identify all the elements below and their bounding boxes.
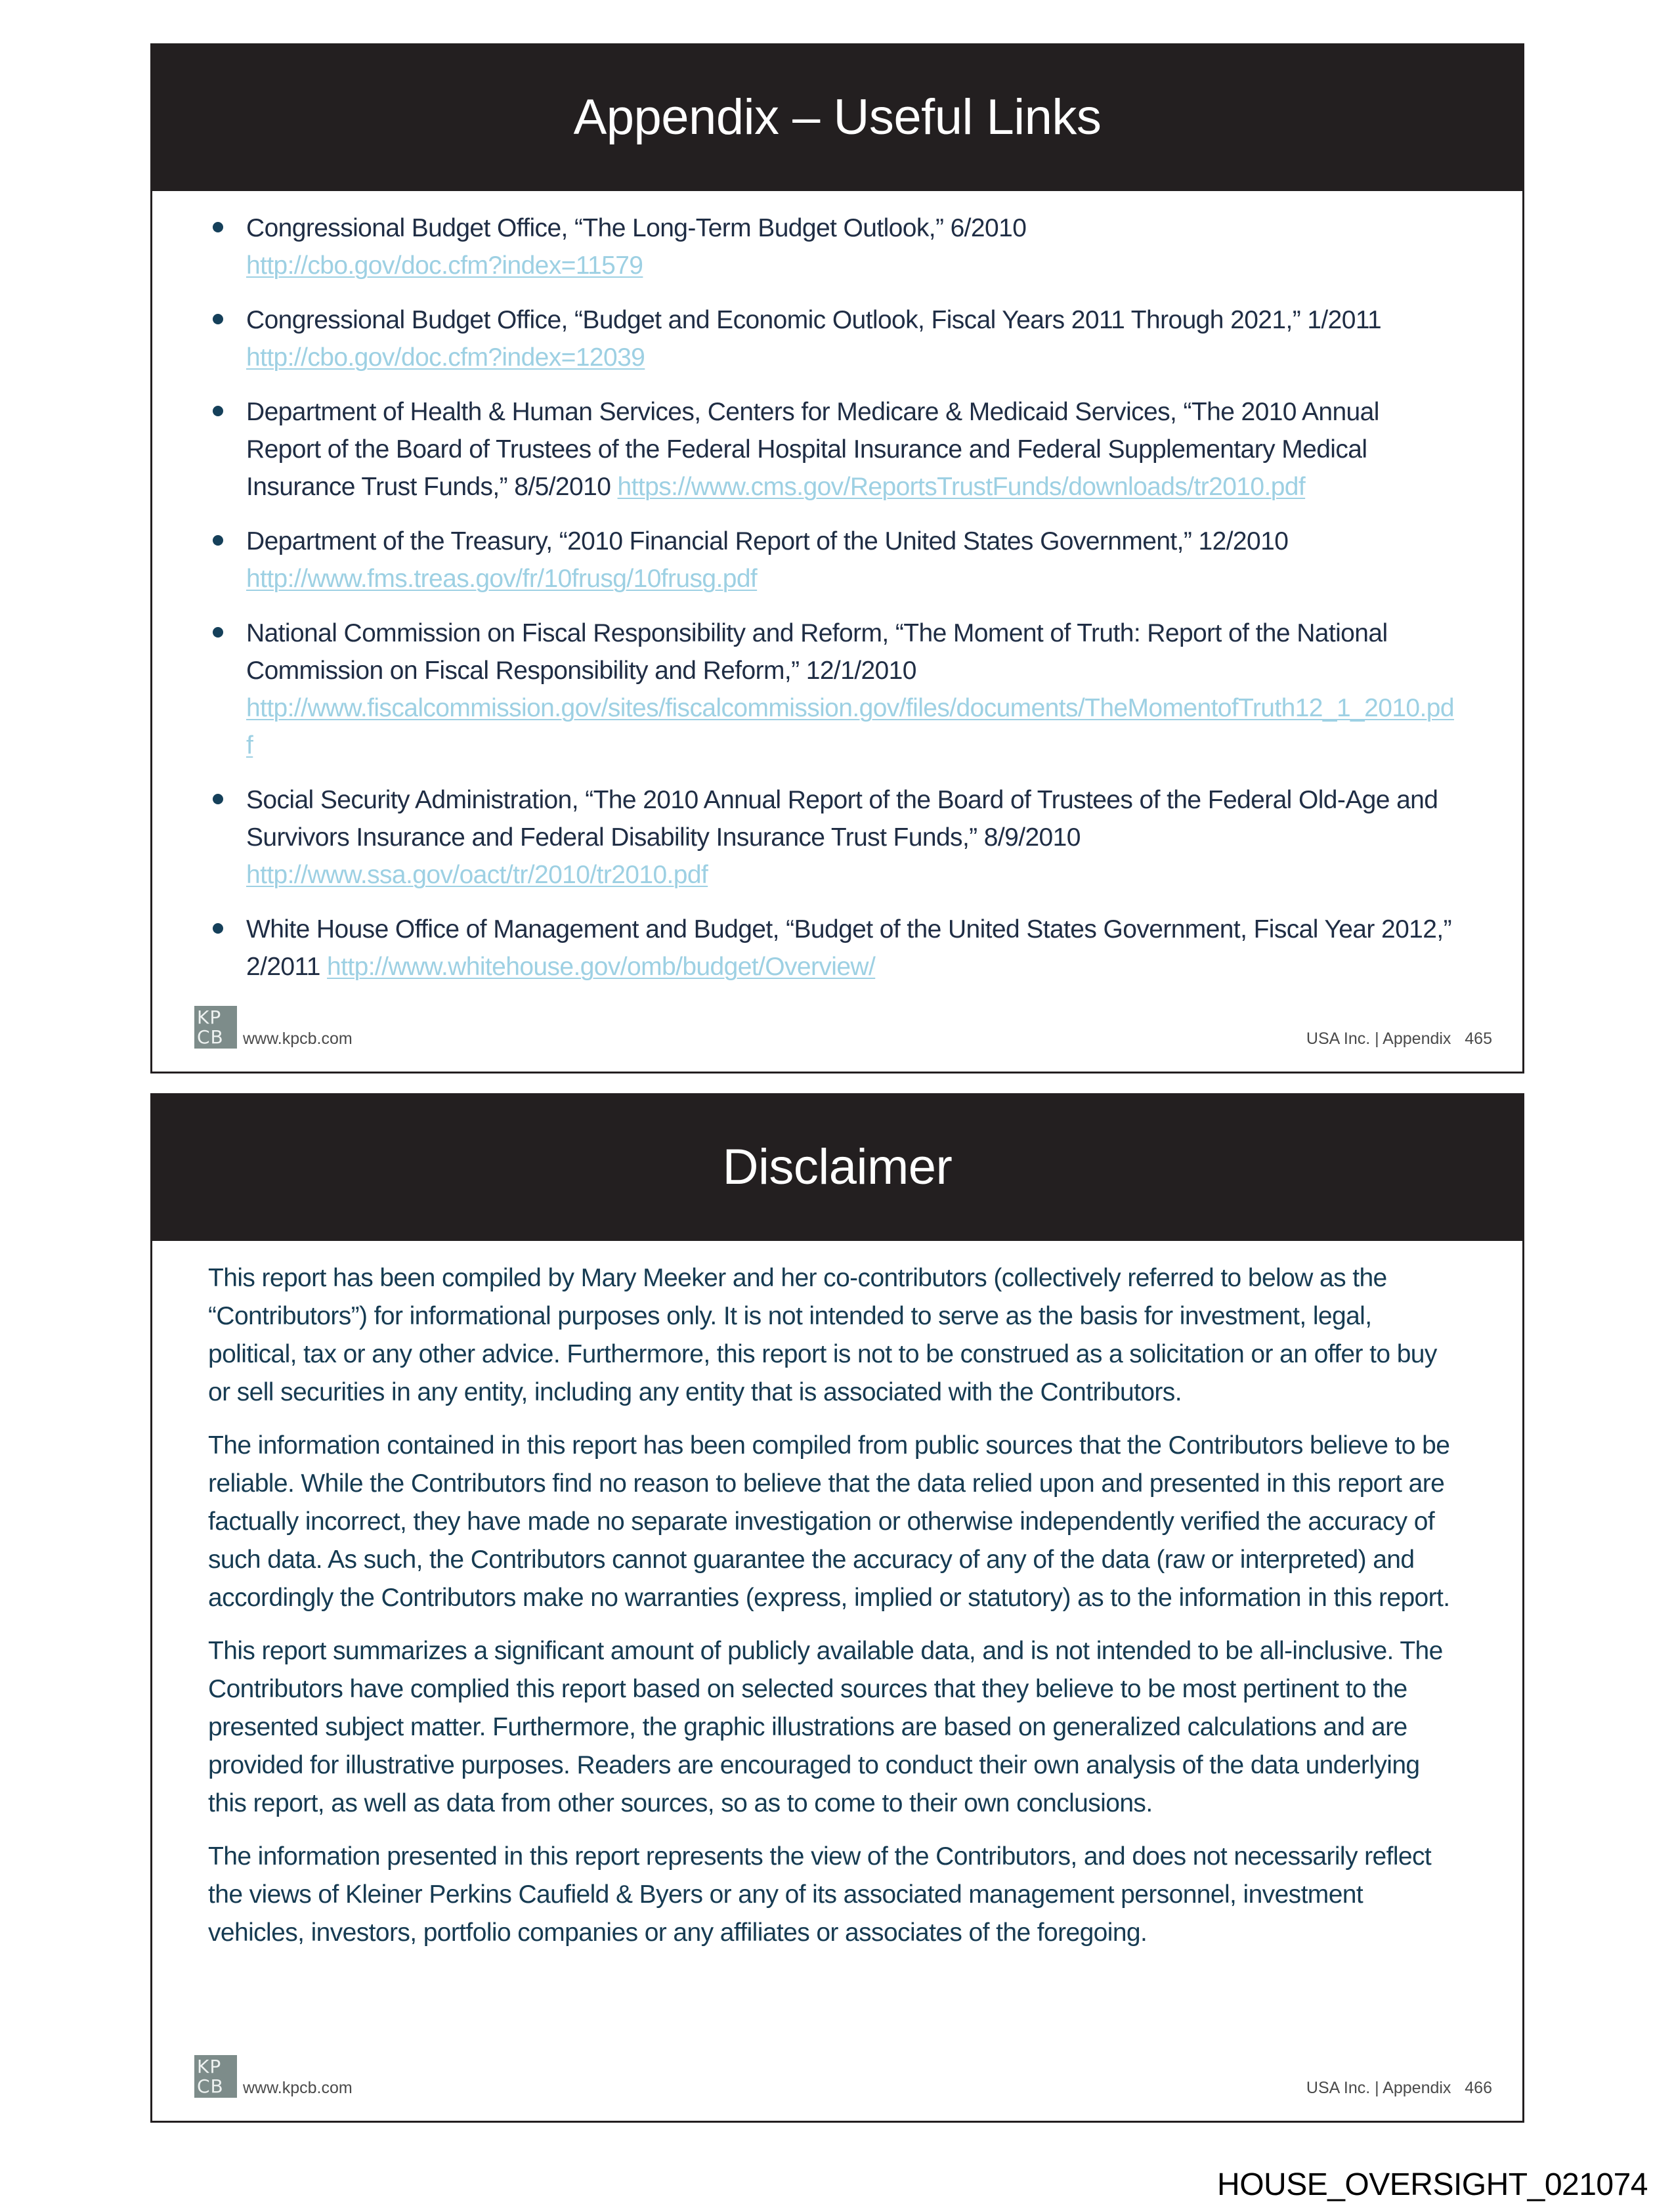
reference-text: Department of the Treasury, “2010 Financial Report of the United States Government,” 12/2010	[246, 527, 1289, 555]
kpcb-logo-icon	[194, 2055, 237, 2098]
bullet-icon	[213, 627, 223, 638]
reference-text: National Commission on Fiscal Responsibility and Reform, “The Moment of Truth: Report of the National Commission on Fiscal Responsibility and Reform,” 12/1/2010	[246, 619, 1388, 685]
list-item	[152, 615, 1522, 764]
kpcb-logo-icon	[194, 1006, 237, 1049]
reference-link[interactable]: http://www.whitehouse.gov/omb/budget/Overview/	[327, 953, 876, 981]
disclaimer-paragraph: This report has been compiled by Mary Meeker and her co-contributors (collectively referred to below as the “Contributors”) for informational purposes only. It is not intended to serve as the basis for investment, legal, political, tax or any other advice. Furthermore, this report is not to be construed as a solicitation or an offer to buy or sell securities in any entity, including any entity that is associated with the Contributors.	[208, 1264, 1437, 1406]
footer-page-info	[1306, 2079, 1492, 2098]
bullet-icon	[213, 406, 223, 416]
disclaimer-paragraph: The information presented in this report represents the view of the Contributors, and does not necessarily reflect the views of Kleiner Perkins Caufield & Byers or any of its associated management personnel, investment vehicles, investors, portfolio companies or any affiliates or associates of the foregoing.	[208, 1842, 1432, 1947]
reference-link[interactable]: http://www.fms.treas.gov/fr/10frusg/10frusg.pdf	[246, 565, 758, 593]
bullet-icon	[213, 535, 223, 546]
disclaimer-paragraph: This report summarizes a significant amount of publicly available data, and is not intended to be all-inclusive. The Contributors have complied this report based on selected sources that they believe to be most pertinent to the presented subject matter. Furthermore, the graphic illustrations are based on generalized calculations and are provided for illustrative purposes. Readers are encouraged to conduct their own analysis of the data underlying this report, as well as data from other sources, so as to come to their own conclusions.	[208, 1637, 1443, 1817]
slide-header	[150, 43, 1524, 191]
list-item	[152, 393, 1522, 506]
list-item	[152, 781, 1522, 894]
footer-url[interactable]: www.kpcb.com	[243, 1030, 353, 1048]
reference-text: Congressional Budget Office, “The Long-Term Budget Outlook,” 6/2010	[246, 214, 1027, 242]
bullet-icon	[213, 314, 223, 324]
logo-text-top: KP	[197, 1007, 222, 1028]
reference-link[interactable]: http://cbo.gov/doc.cfm?index=11579	[246, 251, 643, 280]
logo-text-bottom: CB	[197, 2075, 224, 2097]
list-item	[152, 911, 1522, 986]
slide-header	[150, 1093, 1524, 1241]
footer-section: USA Inc. | Appendix	[1306, 2079, 1451, 2097]
slide-footer	[152, 1006, 1522, 1072]
reference-text: Congressional Budget Office, “Budget and Economic Outlook, Fiscal Years 2011 Through 2021,” 1/2011	[246, 306, 1382, 334]
disclaimer-paragraph: The information contained in this report has been compiled from public sources that the Contributors believe to be reliable. While the Contributors find no reason to believe that the data relied upon and presented in this report are factually incorrect, they have made no separate investigation or otherwise independently verified the accuracy of such data. As such, the Contributors cannot guarantee the accuracy of any of the data (raw or interpreted) and accordingly the Contributors make no warranties (express, implied or statutory) as to the information in this report.	[208, 1431, 1450, 1612]
logo-text-bottom: CB	[197, 1026, 224, 1048]
logo-text-top: KP	[197, 2056, 222, 2077]
slide-disclaimer	[150, 1093, 1524, 2123]
reference-text: Social Security Administration, “The 2010 Annual Report of the Board of Trustees of the Federal Old-Age and Survivors Insurance and Federal Disability Insurance Trust Funds,” 8/9/2010	[246, 786, 1438, 852]
bullet-icon	[213, 222, 223, 232]
page-number: 466	[1465, 2079, 1492, 2097]
useful-links-list	[152, 209, 1522, 1003]
disclaimer-body	[208, 1259, 1450, 1967]
slide-title: Appendix – Useful Links	[573, 89, 1102, 145]
reference-link[interactable]: http://www.fiscalcommission.gov/sites/fiscalcommission.gov/files/documents/TheMomentofTruth12_1_2010.pdf	[246, 694, 1454, 760]
footer-url[interactable]: www.kpcb.com	[243, 2079, 353, 2097]
page-number: 465	[1465, 1030, 1492, 1048]
reference-link[interactable]: https://www.cms.gov/ReportsTrustFunds/downloads/tr2010.pdf	[617, 473, 1306, 501]
bullet-icon	[213, 923, 223, 934]
list-item	[152, 523, 1522, 597]
footer-section: USA Inc. | Appendix	[1306, 1030, 1451, 1048]
bates-number: HOUSE_OVERSIGHT_021074	[1217, 2167, 1648, 2202]
bullet-icon	[213, 794, 223, 804]
reference-text: Department of Health & Human Services, Centers for Medicare & Medicaid Services, “The 2010 Annual Report of the Board of Trustees of the Federal Hospital Insurance and Federal Supplementary Medical Insurance Trust Funds,” 8/5/2010	[246, 398, 1379, 501]
reference-text: White House Office of Management and Budget, “Budget of the United States Government, Fiscal Year 2012,” 2/2011	[246, 915, 1451, 981]
footer-page-info	[1306, 1030, 1492, 1049]
list-item	[152, 301, 1522, 376]
list-item	[152, 209, 1522, 284]
slide-footer	[152, 2055, 1522, 2121]
slide-useful-links	[150, 43, 1524, 1073]
reference-link[interactable]: http://cbo.gov/doc.cfm?index=12039	[246, 343, 645, 372]
slide-title: Disclaimer	[722, 1139, 953, 1195]
reference-link[interactable]: http://www.ssa.gov/oact/tr/2010/tr2010.pdf	[246, 861, 708, 889]
